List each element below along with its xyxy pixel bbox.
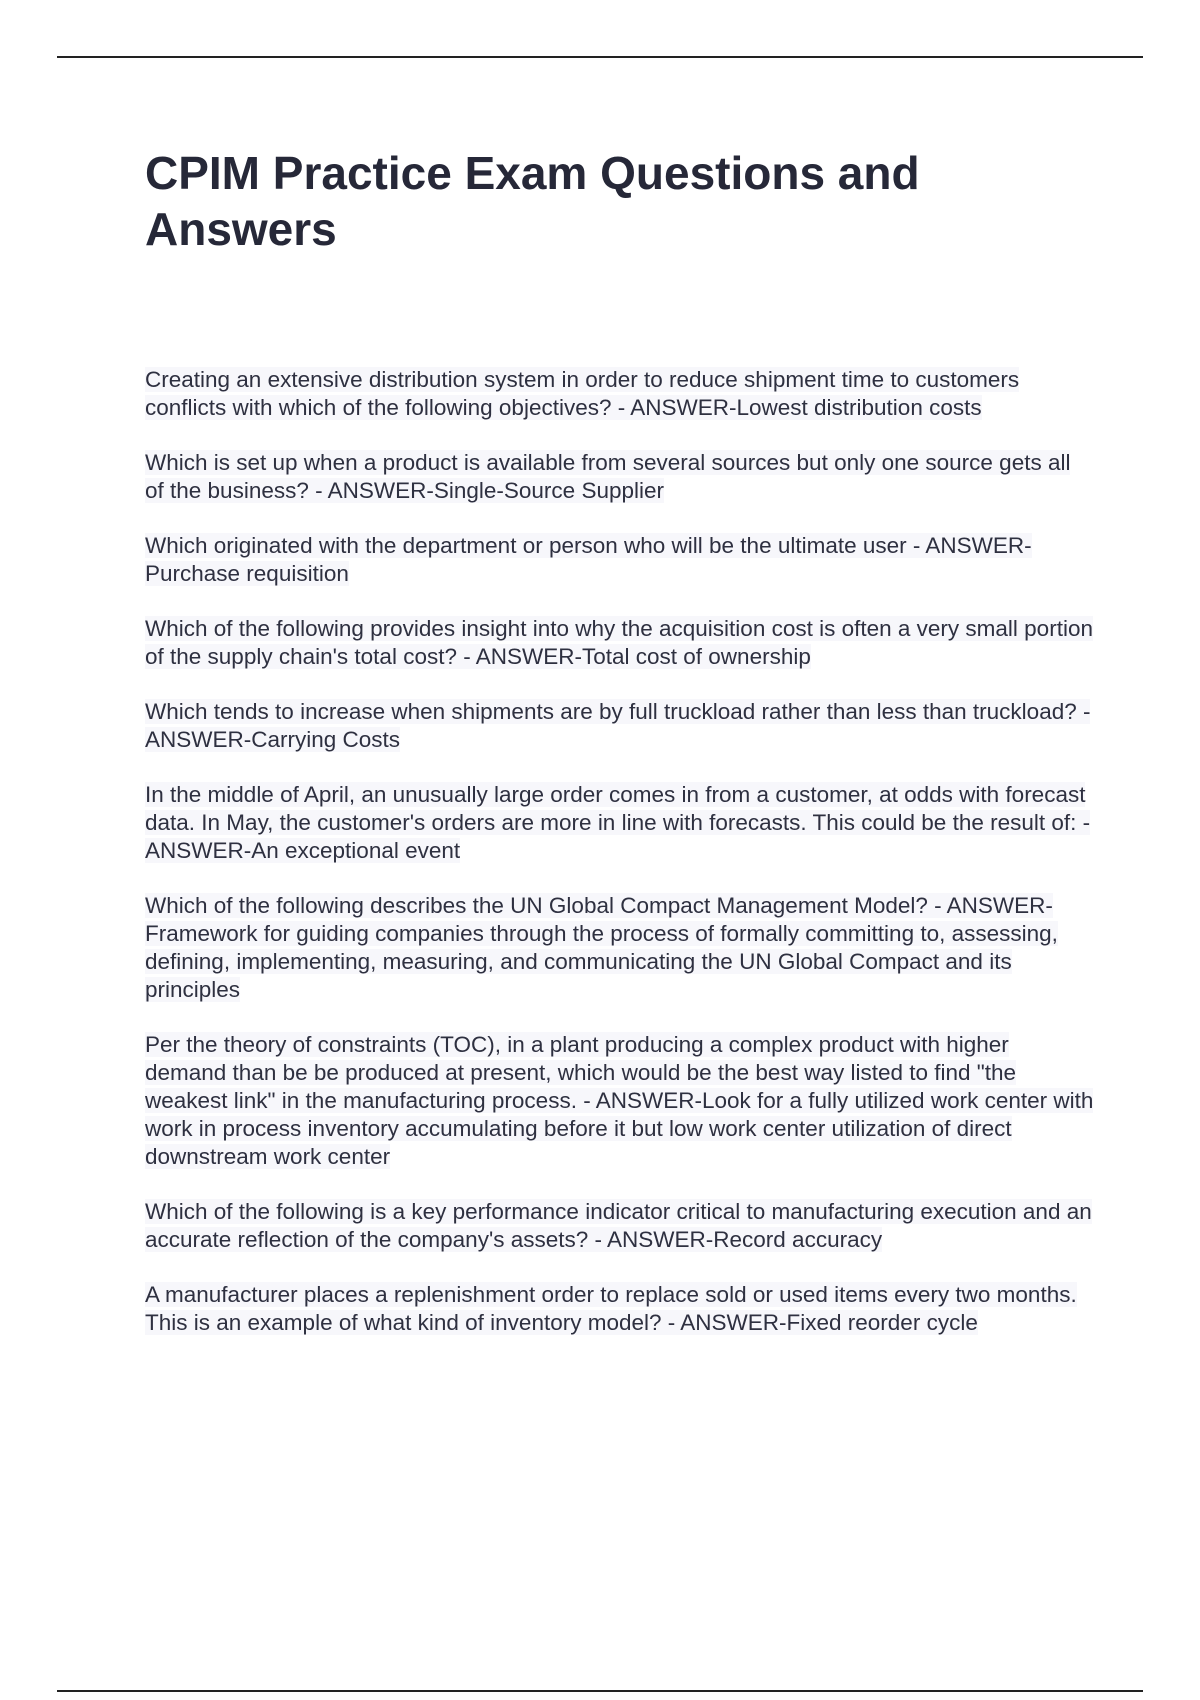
qa-item-text: Creating an extensive distribution system in order to reduce shipment time to customers conflicts with which of the following objectives? - ANSWER-Lowest distribution costs bbox=[145, 367, 1020, 420]
qa-item bbox=[145, 1198, 1095, 1254]
qa-item bbox=[145, 892, 1095, 1004]
qa-item bbox=[145, 366, 1095, 422]
top-rule bbox=[57, 56, 1143, 58]
qa-item bbox=[145, 615, 1095, 671]
qa-item-text: A manufacturer places a replenishment order to replace sold or used items every two months. This is an example of what kind of inventory model? - ANSWER-Fixed reorder cycle bbox=[145, 1282, 1077, 1335]
qa-item bbox=[145, 449, 1095, 505]
qa-item-text: In the middle of April, an unusually large order comes in from a customer, at odds with forecast data. In May, the customer's orders are more in line with forecasts. This could be the result of: - ANSWER-An exceptional event bbox=[145, 782, 1091, 863]
qa-item bbox=[145, 1281, 1095, 1337]
qa-item bbox=[145, 1031, 1095, 1171]
qa-item-text: Which tends to increase when shipments are by full truckload rather than less than truckload? - ANSWER-Carrying Costs bbox=[145, 699, 1091, 752]
document-title: CPIM Practice Exam Questions and Answers bbox=[145, 147, 920, 255]
qa-item-text: Which of the following describes the UN Global Compact Management Model? - ANSWER-Framework for guiding companies through the process of formally committing to, assessing, defining, implementing, measuring, and communicating the UN Global Compact and its principles bbox=[145, 893, 1058, 1002]
qa-item-text: Which of the following provides insight into why the acquisition cost is often a very small portion of the supply chain's total cost? - ANSWER-Total cost of ownership bbox=[145, 616, 1093, 669]
bottom-rule bbox=[57, 1690, 1143, 1692]
qa-item bbox=[145, 532, 1095, 588]
qa-item bbox=[145, 698, 1095, 754]
qa-item bbox=[145, 781, 1095, 865]
qa-item-text: Which is set up when a product is available from several sources but only one source gets all of the business? - ANSWER-Single-Source Supplier bbox=[145, 450, 1071, 503]
qa-item-text: Per the theory of constraints (TOC), in a plant producing a complex product with higher demand than be be produced at present, which would be the best way listed to find "the weakest link" in the manufacturing process. - ANSWER-Look for a fully utilized work center with work in process inventory accumulating before it but low work center utilization of direct downstream work center bbox=[145, 1032, 1094, 1169]
qa-item-text: Which originated with the department or person who will be the ultimate user - ANSWER-Purchase requisition bbox=[145, 533, 1032, 586]
qa-item-text: Which of the following is a key performance indicator critical to manufacturing execution and an accurate reflection of the company's assets? - ANSWER-Record accuracy bbox=[145, 1199, 1092, 1252]
qa-list bbox=[145, 366, 1095, 1364]
